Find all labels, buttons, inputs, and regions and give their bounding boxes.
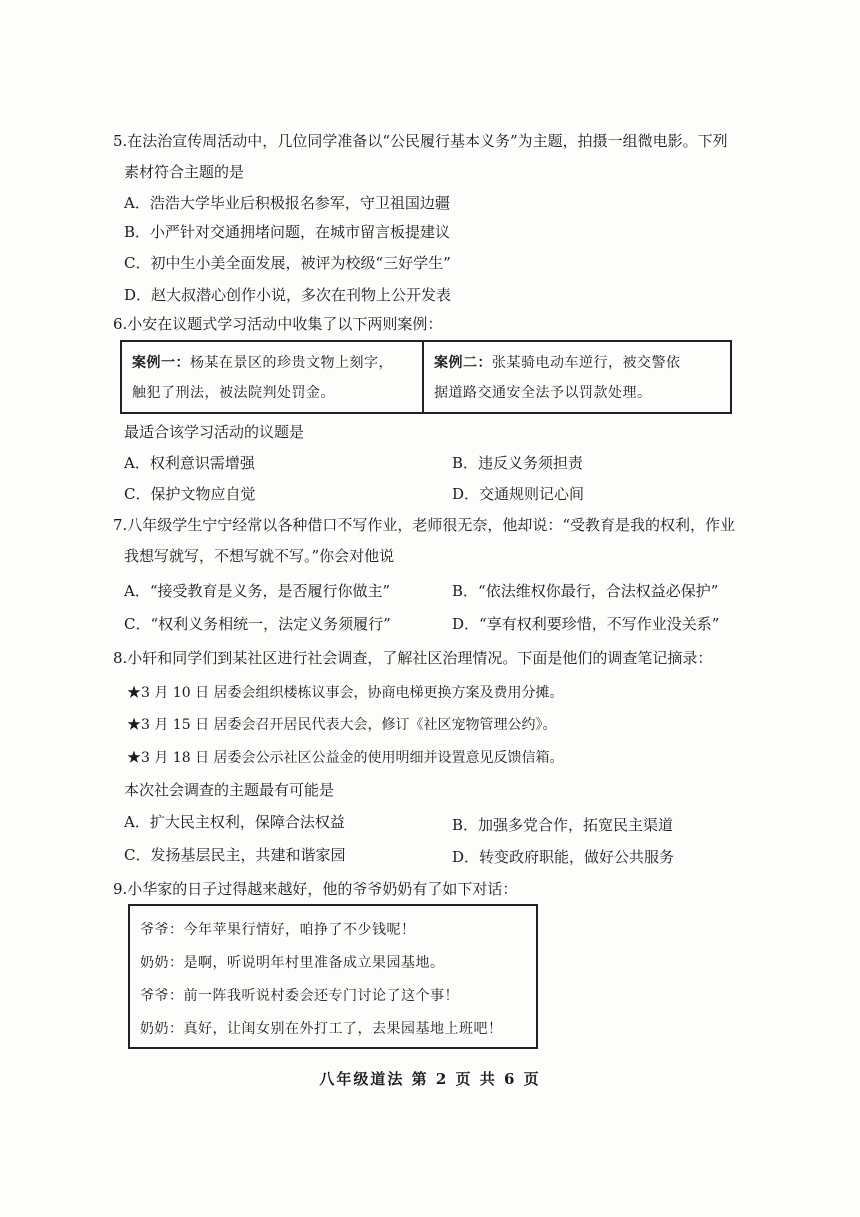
- q9-dialog-line-3: 爷爷：前一阵我听说村委会还专门讨论了这个事！: [140, 988, 459, 1004]
- q8-prompt: 本次社会调查的主题最有可能是: [124, 781, 335, 799]
- q6-option-a: A．权利意识需增强: [124, 454, 255, 472]
- q8-option-c: C．发扬基层民主，共建和谐家园: [124, 846, 346, 864]
- q6-case1-label: 案例一：: [132, 355, 190, 371]
- q6-option-d: D．交通规则记心间: [452, 485, 585, 503]
- q6-prompt: 最适合该学习活动的议题是: [124, 423, 305, 441]
- q9-dialog-line-2: 奶奶：是啊，听说明年村里准备成立果园基地。: [140, 955, 445, 971]
- q5-stem-line1: 5.在法治宣传周活动中，几位同学准备以“公民履行基本义务”为主题，拍摄一组微电影。下列: [113, 132, 728, 150]
- q7-option-d: D．“享有权利要珍惜，不写作业没关系”: [452, 615, 720, 633]
- page-footer: 八年级道法 第 2 页 共 6 页: [319, 1070, 541, 1088]
- q8-note-2: ★3 月 15 日 居委会召开居民代表大会，修订《社区宠物管理公约》。: [127, 717, 557, 733]
- q7-stem-line2: 我想写就写，不想写就不写。”你会对他说: [124, 547, 395, 565]
- q6-case2-label: 案例二：: [434, 355, 492, 371]
- q6-stem: 6.小安在议题式学习活动中收集了以下两则案例：: [113, 315, 443, 333]
- q6-option-b: B．违反义务须担责: [452, 454, 584, 472]
- q8-stem: 8.小轩和同学们到某社区进行社会调查，了解社区治理情况。下面是他们的调查笔记摘录：: [113, 649, 713, 667]
- q7-stem-line1: 7.八年级学生宁宁经常以各种借口不写作业，老师很无奈，他却说：“受教育是我的权利，作业: [113, 516, 735, 534]
- q5-option-a: A．浩浩大学毕业后积极报名参军，守卫祖国边疆: [124, 194, 450, 212]
- q6-case1-text2: 触犯了刑法，被法院判处罚金。: [132, 385, 335, 401]
- q8-option-a: A．扩大民主权利，保障合法权益: [124, 813, 345, 831]
- q6-case2-text2: 据道路交通安全法予以罚款处理。: [434, 385, 652, 401]
- q9-stem: 9.小华家的日子过得越来越好，他的爷爷奶奶有了如下对话：: [113, 880, 518, 898]
- q9-dialog-line-1: 爷爷：今年苹果行情好，咱挣了不少钱呢！: [140, 922, 416, 938]
- q6-case-box: [120, 340, 732, 414]
- q7-option-a: A．“接受教育是义务，是否履行你做主”: [124, 582, 391, 600]
- q8-option-b: B．加强多党合作，拓宽民主渠道: [452, 816, 674, 834]
- q6-case2: [424, 342, 730, 412]
- q6-case2-text1: 张某骑电动车逆行，被交警依: [492, 355, 681, 371]
- q9-dialog-box: [128, 904, 538, 1049]
- q6-option-c: C．保护文物应自觉: [124, 485, 256, 503]
- q5-option-b: B．小严针对交通拥堵问题，在城市留言板提建议: [124, 223, 451, 241]
- q6-case1-text1: 杨某在景区的珍贵文物上刻字，: [190, 355, 393, 371]
- q6-case1: [122, 342, 424, 412]
- q5-stem-line2: 素材符合主题的是: [124, 163, 245, 181]
- q8-note-3: ★3 月 18 日 居委会公示社区公益金的使用明细并设置意见反馈信箱。: [127, 750, 564, 766]
- q5-option-c: C．初中生小美全面发展，被评为校级“三好学生”: [124, 254, 451, 272]
- q7-option-b: B．“依法维权你最行，合法权益必保护”: [452, 582, 719, 600]
- q8-note-1: ★3 月 10 日 居委会组织楼栋议事会，协商电梯更换方案及费用分摊。: [127, 685, 564, 701]
- q8-option-d: D．转变政府职能，做好公共服务: [452, 848, 675, 866]
- q7-option-c: C．“权利义务相统一，法定义务须履行”: [124, 615, 391, 633]
- q5-option-d: D．赵大叔潜心创作小说，多次在刊物上公开发表: [124, 286, 452, 304]
- q9-dialog-line-4: 奶奶：真好，让闺女别在外打工了，去果园基地上班吧！: [140, 1021, 503, 1037]
